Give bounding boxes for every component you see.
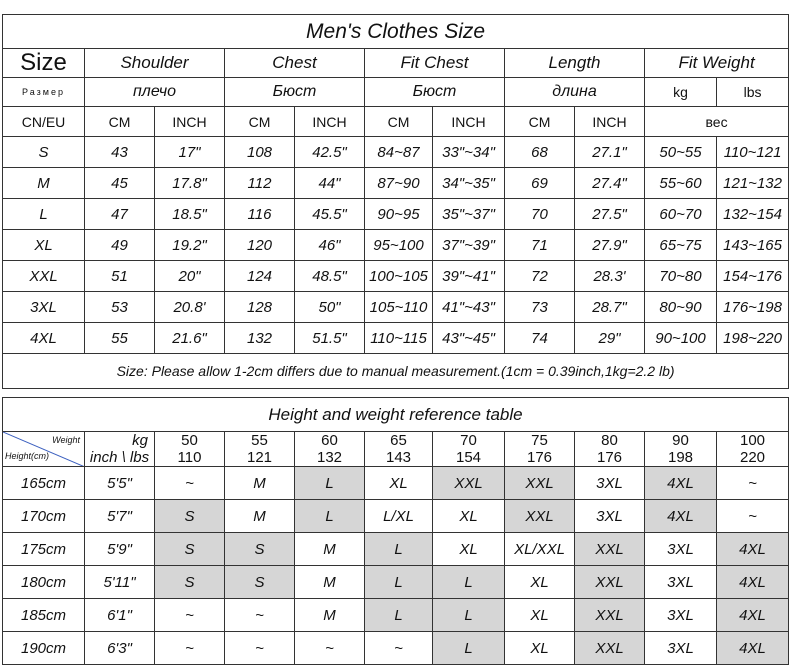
- size-row: [3, 292, 789, 323]
- height-row: [3, 566, 789, 599]
- recommended-size-cell: L: [365, 599, 433, 632]
- size-value-cell: 69: [505, 168, 575, 199]
- recommended-size-cell: M: [295, 599, 365, 632]
- lbs-value: 220: [717, 449, 789, 467]
- recommended-size-cell: XXL: [575, 632, 645, 665]
- measurement-note: Size: Please allow 1-2cm differs due to manual measurement.(1cm = 0.39inch,1kg=2.2 lb): [3, 354, 789, 389]
- kg-value: 55: [225, 432, 295, 450]
- size-value-cell: 28.7": [575, 292, 645, 323]
- size-row: [3, 230, 789, 261]
- recommended-size-cell: 3XL: [575, 500, 645, 533]
- recommended-size-cell: 4XL: [717, 632, 789, 665]
- recommended-size-cell: ~: [155, 632, 225, 665]
- size-value-cell: 143~165: [717, 230, 789, 261]
- size-value-cell: 43"~45": [433, 323, 505, 354]
- size-value-cell: 19.2": [155, 230, 225, 261]
- kg-value: 75: [505, 432, 575, 450]
- size-value-cell: 45: [85, 168, 155, 199]
- recommended-size-cell: ~: [717, 467, 789, 500]
- height-inch-cell: 5'5": [85, 467, 155, 500]
- size-label: Size: [3, 49, 85, 78]
- inch-lbs-label: inch \ lbs: [85, 449, 155, 467]
- recommended-size-cell: ~: [225, 632, 295, 665]
- size-value-cell: 55: [85, 323, 155, 354]
- size-value-cell: 17.8": [155, 168, 225, 199]
- kg-value: 50: [155, 432, 225, 450]
- lbs-value: 154: [433, 449, 505, 467]
- recommended-size-cell: XXL: [505, 500, 575, 533]
- size-value-cell: 35"~37": [433, 199, 505, 230]
- unit-cell: INCH: [295, 107, 365, 137]
- size-value-cell: 108: [225, 137, 295, 168]
- size-value-cell: 95~100: [365, 230, 433, 261]
- size-value-cell: 112: [225, 168, 295, 199]
- weight-unit-kg: kg: [645, 78, 717, 107]
- length-header-ru: длина: [505, 78, 645, 107]
- size-value-cell: 132: [225, 323, 295, 354]
- size-value-cell: 90~95: [365, 199, 433, 230]
- recommended-size-cell: 4XL: [645, 500, 717, 533]
- height-inch-cell: 6'3": [85, 632, 155, 665]
- length-header: Length: [505, 49, 645, 78]
- size-value-cell: 17": [155, 137, 225, 168]
- fit-chest-header: Fit Chest: [365, 49, 505, 78]
- size-value-cell: 132~154: [717, 199, 789, 230]
- size-value-cell: 110~115: [365, 323, 433, 354]
- recommended-size-cell: S: [155, 566, 225, 599]
- size-value-cell: 44": [295, 168, 365, 199]
- recommended-size-cell: XXL: [575, 599, 645, 632]
- height-cm-cell: 175cm: [3, 533, 85, 566]
- size-value-cell: 45.5": [295, 199, 365, 230]
- recommended-size-cell: 3XL: [645, 632, 717, 665]
- size-value-cell: 53: [85, 292, 155, 323]
- height-cm-cell: 185cm: [3, 599, 85, 632]
- recommended-size-cell: XXL: [575, 566, 645, 599]
- height-cm-cell: 165cm: [3, 467, 85, 500]
- recommended-size-cell: L: [433, 599, 505, 632]
- recommended-size-cell: S: [225, 533, 295, 566]
- fit-chest-header-ru: Бюст: [365, 78, 505, 107]
- recommended-size-cell: 4XL: [645, 467, 717, 500]
- size-value-cell: 50~55: [645, 137, 717, 168]
- recommended-size-cell: M: [295, 533, 365, 566]
- size-value-cell: 50": [295, 292, 365, 323]
- height-row: [3, 467, 789, 500]
- size-value-cell: 29": [575, 323, 645, 354]
- size-value-cell: 87~90: [365, 168, 433, 199]
- size-value-cell: 70~80: [645, 261, 717, 292]
- height-weight-table: [2, 397, 789, 665]
- size-value-cell: 105~110: [365, 292, 433, 323]
- kg-value: 80: [575, 432, 645, 450]
- size-value-cell: 49: [85, 230, 155, 261]
- size-value-cell: 154~176: [717, 261, 789, 292]
- chest-header-ru: Бюст: [225, 78, 365, 107]
- height-rows: [3, 467, 789, 665]
- recommended-size-cell: XL/XXL: [505, 533, 575, 566]
- size-value-cell: 46": [295, 230, 365, 261]
- size-value-cell: 27.5": [575, 199, 645, 230]
- size-value-cell: 124: [225, 261, 295, 292]
- size-value-cell: 43: [85, 137, 155, 168]
- size-value-cell: 70: [505, 199, 575, 230]
- size-value-cell: 37"~39": [433, 230, 505, 261]
- size-value-cell: 110~121: [717, 137, 789, 168]
- recommended-size-cell: ~: [225, 599, 295, 632]
- size-label-ru: Размер: [3, 78, 85, 107]
- size-chart-title: Men's Clothes Size: [3, 15, 789, 49]
- unit-cell-weight: вес: [645, 107, 789, 137]
- size-value-cell: 51: [85, 261, 155, 292]
- recommended-size-cell: XL: [433, 533, 505, 566]
- height-row: [3, 500, 789, 533]
- recommended-size-cell: L: [433, 566, 505, 599]
- unit-cell: CM: [505, 107, 575, 137]
- size-value-cell: 80~90: [645, 292, 717, 323]
- recommended-size-cell: L: [365, 533, 433, 566]
- size-value-cell: 68: [505, 137, 575, 168]
- recommended-size-cell: S: [155, 500, 225, 533]
- recommended-size-cell: L: [295, 467, 365, 500]
- unit-cell: CM: [225, 107, 295, 137]
- recommended-size-cell: L: [365, 566, 433, 599]
- kg-value: 70: [433, 432, 505, 450]
- lbs-value: 143: [365, 449, 433, 467]
- size-value-cell: 27.1": [575, 137, 645, 168]
- recommended-size-cell: XXL: [433, 467, 505, 500]
- chest-header: Chest: [225, 49, 365, 78]
- size-value-cell: 198~220: [717, 323, 789, 354]
- unit-cell: CM: [365, 107, 433, 137]
- unit-cell: INCH: [433, 107, 505, 137]
- recommended-size-cell: XL: [505, 599, 575, 632]
- unit-cell: INCH: [575, 107, 645, 137]
- lbs-value: 110: [155, 449, 225, 467]
- recommended-size-cell: M: [225, 500, 295, 533]
- size-name-cell: M: [3, 168, 85, 199]
- size-value-cell: 71: [505, 230, 575, 261]
- recommended-size-cell: XXL: [575, 533, 645, 566]
- height-inch-cell: 6'1": [85, 599, 155, 632]
- size-value-cell: 47: [85, 199, 155, 230]
- size-name-cell: XXL: [3, 261, 85, 292]
- recommended-size-cell: M: [295, 566, 365, 599]
- height-row: [3, 599, 789, 632]
- recommended-size-cell: XL: [433, 500, 505, 533]
- recommended-size-cell: 3XL: [575, 467, 645, 500]
- height-inch-cell: 5'9": [85, 533, 155, 566]
- recommended-size-cell: S: [155, 533, 225, 566]
- size-row: [3, 323, 789, 354]
- kg-value: 60: [295, 432, 365, 450]
- recommended-size-cell: L/XL: [365, 500, 433, 533]
- size-value-cell: 27.4": [575, 168, 645, 199]
- size-value-cell: 41"~43": [433, 292, 505, 323]
- units-row: [3, 107, 789, 137]
- size-value-cell: 33"~34": [433, 137, 505, 168]
- size-value-cell: 20": [155, 261, 225, 292]
- height-row: [3, 632, 789, 665]
- size-value-cell: 18.5": [155, 199, 225, 230]
- lbs-value: 176: [575, 449, 645, 467]
- size-value-cell: 42.5": [295, 137, 365, 168]
- size-value-cell: 84~87: [365, 137, 433, 168]
- weight-axis-label: Weight: [52, 435, 80, 445]
- lbs-value: 176: [505, 449, 575, 467]
- recommended-size-cell: ~: [155, 467, 225, 500]
- size-rows: [3, 137, 789, 354]
- recommended-size-cell: ~: [295, 632, 365, 665]
- size-value-cell: 128: [225, 292, 295, 323]
- size-row: [3, 137, 789, 168]
- height-cm-cell: 180cm: [3, 566, 85, 599]
- height-axis-label: Height(cm): [5, 451, 50, 461]
- size-value-cell: 48.5": [295, 261, 365, 292]
- fit-weight-header: Fit Weight: [645, 49, 789, 78]
- size-value-cell: 60~70: [645, 199, 717, 230]
- kg-value: 90: [645, 432, 717, 450]
- recommended-size-cell: 3XL: [645, 533, 717, 566]
- size-value-cell: 121~132: [717, 168, 789, 199]
- unit-cell: CN/EU: [3, 107, 85, 137]
- lbs-value: 198: [645, 449, 717, 467]
- unit-cell: INCH: [155, 107, 225, 137]
- lbs-value: 121: [225, 449, 295, 467]
- size-value-cell: 90~100: [645, 323, 717, 354]
- size-value-cell: 176~198: [717, 292, 789, 323]
- size-value-cell: 51.5": [295, 323, 365, 354]
- recommended-size-cell: ~: [365, 632, 433, 665]
- kg-value: 65: [365, 432, 433, 450]
- recommended-size-cell: XL: [505, 566, 575, 599]
- size-value-cell: 116: [225, 199, 295, 230]
- recommended-size-cell: ~: [717, 500, 789, 533]
- size-value-cell: 55~60: [645, 168, 717, 199]
- weight-unit-lbs: lbs: [717, 78, 789, 107]
- recommended-size-cell: XXL: [505, 467, 575, 500]
- recommended-size-cell: ~: [155, 599, 225, 632]
- size-row: [3, 261, 789, 292]
- size-value-cell: 74: [505, 323, 575, 354]
- size-row: [3, 168, 789, 199]
- size-name-cell: 4XL: [3, 323, 85, 354]
- height-inch-cell: 5'7": [85, 500, 155, 533]
- size-name-cell: S: [3, 137, 85, 168]
- kg-value: 100: [717, 432, 789, 450]
- recommended-size-cell: L: [433, 632, 505, 665]
- recommended-size-cell: 3XL: [645, 599, 717, 632]
- reference-table-title: Height and weight reference table: [3, 398, 789, 432]
- unit-cell: CM: [85, 107, 155, 137]
- kg-label: kg: [85, 432, 155, 450]
- size-name-cell: L: [3, 199, 85, 230]
- size-value-cell: 28.3': [575, 261, 645, 292]
- height-cm-cell: 190cm: [3, 632, 85, 665]
- size-value-cell: 120: [225, 230, 295, 261]
- height-inch-cell: 5'11": [85, 566, 155, 599]
- recommended-size-cell: 3XL: [645, 566, 717, 599]
- recommended-size-cell: M: [225, 467, 295, 500]
- recommended-size-cell: XL: [505, 632, 575, 665]
- recommended-size-cell: 4XL: [717, 566, 789, 599]
- recommended-size-cell: L: [295, 500, 365, 533]
- size-name-cell: 3XL: [3, 292, 85, 323]
- size-value-cell: 65~75: [645, 230, 717, 261]
- shoulder-header-ru: плечо: [85, 78, 225, 107]
- height-cm-cell: 170cm: [3, 500, 85, 533]
- recommended-size-cell: 4XL: [717, 533, 789, 566]
- lbs-value: 132: [295, 449, 365, 467]
- size-value-cell: 72: [505, 261, 575, 292]
- size-value-cell: 20.8': [155, 292, 225, 323]
- recommended-size-cell: XL: [365, 467, 433, 500]
- shoulder-header: Shoulder: [85, 49, 225, 78]
- size-value-cell: 27.9": [575, 230, 645, 261]
- size-value-cell: 100~105: [365, 261, 433, 292]
- height-row: [3, 533, 789, 566]
- recommended-size-cell: 4XL: [717, 599, 789, 632]
- size-name-cell: XL: [3, 230, 85, 261]
- size-value-cell: 21.6": [155, 323, 225, 354]
- size-row: [3, 199, 789, 230]
- size-value-cell: 34"~35": [433, 168, 505, 199]
- size-value-cell: 39"~41": [433, 261, 505, 292]
- size-chart-table: [2, 14, 789, 389]
- axis-corner-cell: [3, 432, 85, 467]
- size-value-cell: 73: [505, 292, 575, 323]
- recommended-size-cell: S: [225, 566, 295, 599]
